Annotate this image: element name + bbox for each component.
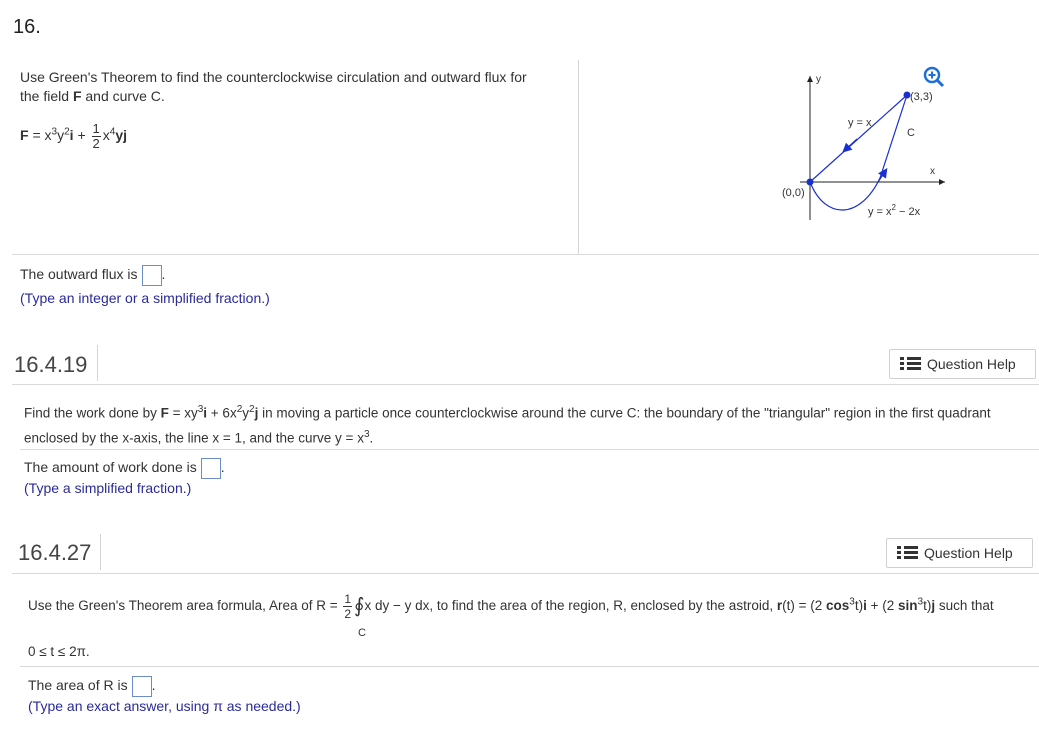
list-icon: [897, 546, 918, 560]
help-label: Question Help: [924, 545, 1013, 561]
statement-line-2: the field F and curve C.: [20, 88, 165, 104]
question-line-2: enclosed by the x-axis, the line x = 1, and the curve $y = x^3$.: [24, 428, 374, 445]
answer-hint: (Type an exact answer, using π as needed.): [28, 698, 301, 714]
point-label: (3,3): [910, 91, 933, 103]
parabola-label: $y = x^2 - 2x$: [868, 203, 921, 218]
answer-row: The amount of work done is .: [24, 458, 225, 479]
title-divider: [100, 534, 101, 570]
flux-answer-input[interactable]: [142, 265, 162, 286]
work-answer-input[interactable]: [201, 458, 221, 479]
statement-line-1: Use Green's Theorem to find the counterclockwise circulation and outward flux for: [20, 69, 527, 85]
answer-label: The amount of work done is: [24, 459, 197, 476]
contour-integral-symbol: ∮: [354, 595, 365, 617]
direction-arrow: [844, 139, 857, 151]
question-number: 16.4.27: [18, 540, 92, 565]
question-help-button[interactable]: [886, 538, 1033, 568]
section-divider: [12, 573, 1039, 574]
answer-label: The area of R is: [28, 677, 128, 694]
question-text: Use the Green's Theorem area formula, Area of R = $\frac{1}{2}$ ∮ C x dy − y dx, to find the area of the region, R, enclosed by the astroid, r(t) = (2 $\cos^3t)i + (2$ $\sin^3t)j$ such that: [28, 592, 994, 640]
origin-point: [807, 179, 814, 186]
parameter-range: 0 ≤ t ≤ 2π.: [28, 644, 90, 659]
question-line-1: Find the work done by $F = xy^3i + 6x^2y^2j$ in moving a particle once counterclockwise around the curve C: the boundary of the "triangular" region in the first quadrant: [24, 404, 991, 421]
answer-row: The area of R is .: [28, 676, 156, 697]
list-icon: [900, 357, 921, 371]
answer-hint: (Type a simplified fraction.): [24, 480, 192, 496]
curve-c-label: C: [907, 127, 915, 139]
answer-label: The outward flux is: [20, 266, 138, 283]
section-divider: [20, 449, 1039, 450]
question-text: [24, 400, 1034, 447]
title-divider: [97, 345, 98, 381]
vector-field-equation: $F = x^3y^2i$ + $\frac{1}{2}$ $x^4yj$: [20, 121, 127, 151]
line-label: y = x: [848, 117, 872, 129]
section-divider: [20, 666, 1039, 667]
parabola-curve: [810, 95, 907, 210]
y-axis-label: y: [816, 74, 821, 85]
answer-row: The outward flux is .: [20, 265, 165, 286]
area-answer-input[interactable]: [132, 676, 152, 697]
problem-statement: [20, 68, 570, 106]
problem-number: 16.: [13, 16, 41, 38]
question-number: 16.4.19: [14, 352, 88, 377]
section-divider: [12, 254, 1039, 255]
column-divider: [578, 60, 579, 255]
question-help-button[interactable]: [889, 349, 1036, 379]
zoom-in-icon[interactable]: [923, 66, 945, 88]
help-label: Question Help: [927, 356, 1016, 372]
section-divider: [12, 384, 1039, 385]
answer-hint: (Type an integer or a simplified fraction.): [20, 290, 270, 306]
x-axis-label: x: [930, 166, 935, 177]
origin-label: (0,0): [782, 187, 805, 199]
